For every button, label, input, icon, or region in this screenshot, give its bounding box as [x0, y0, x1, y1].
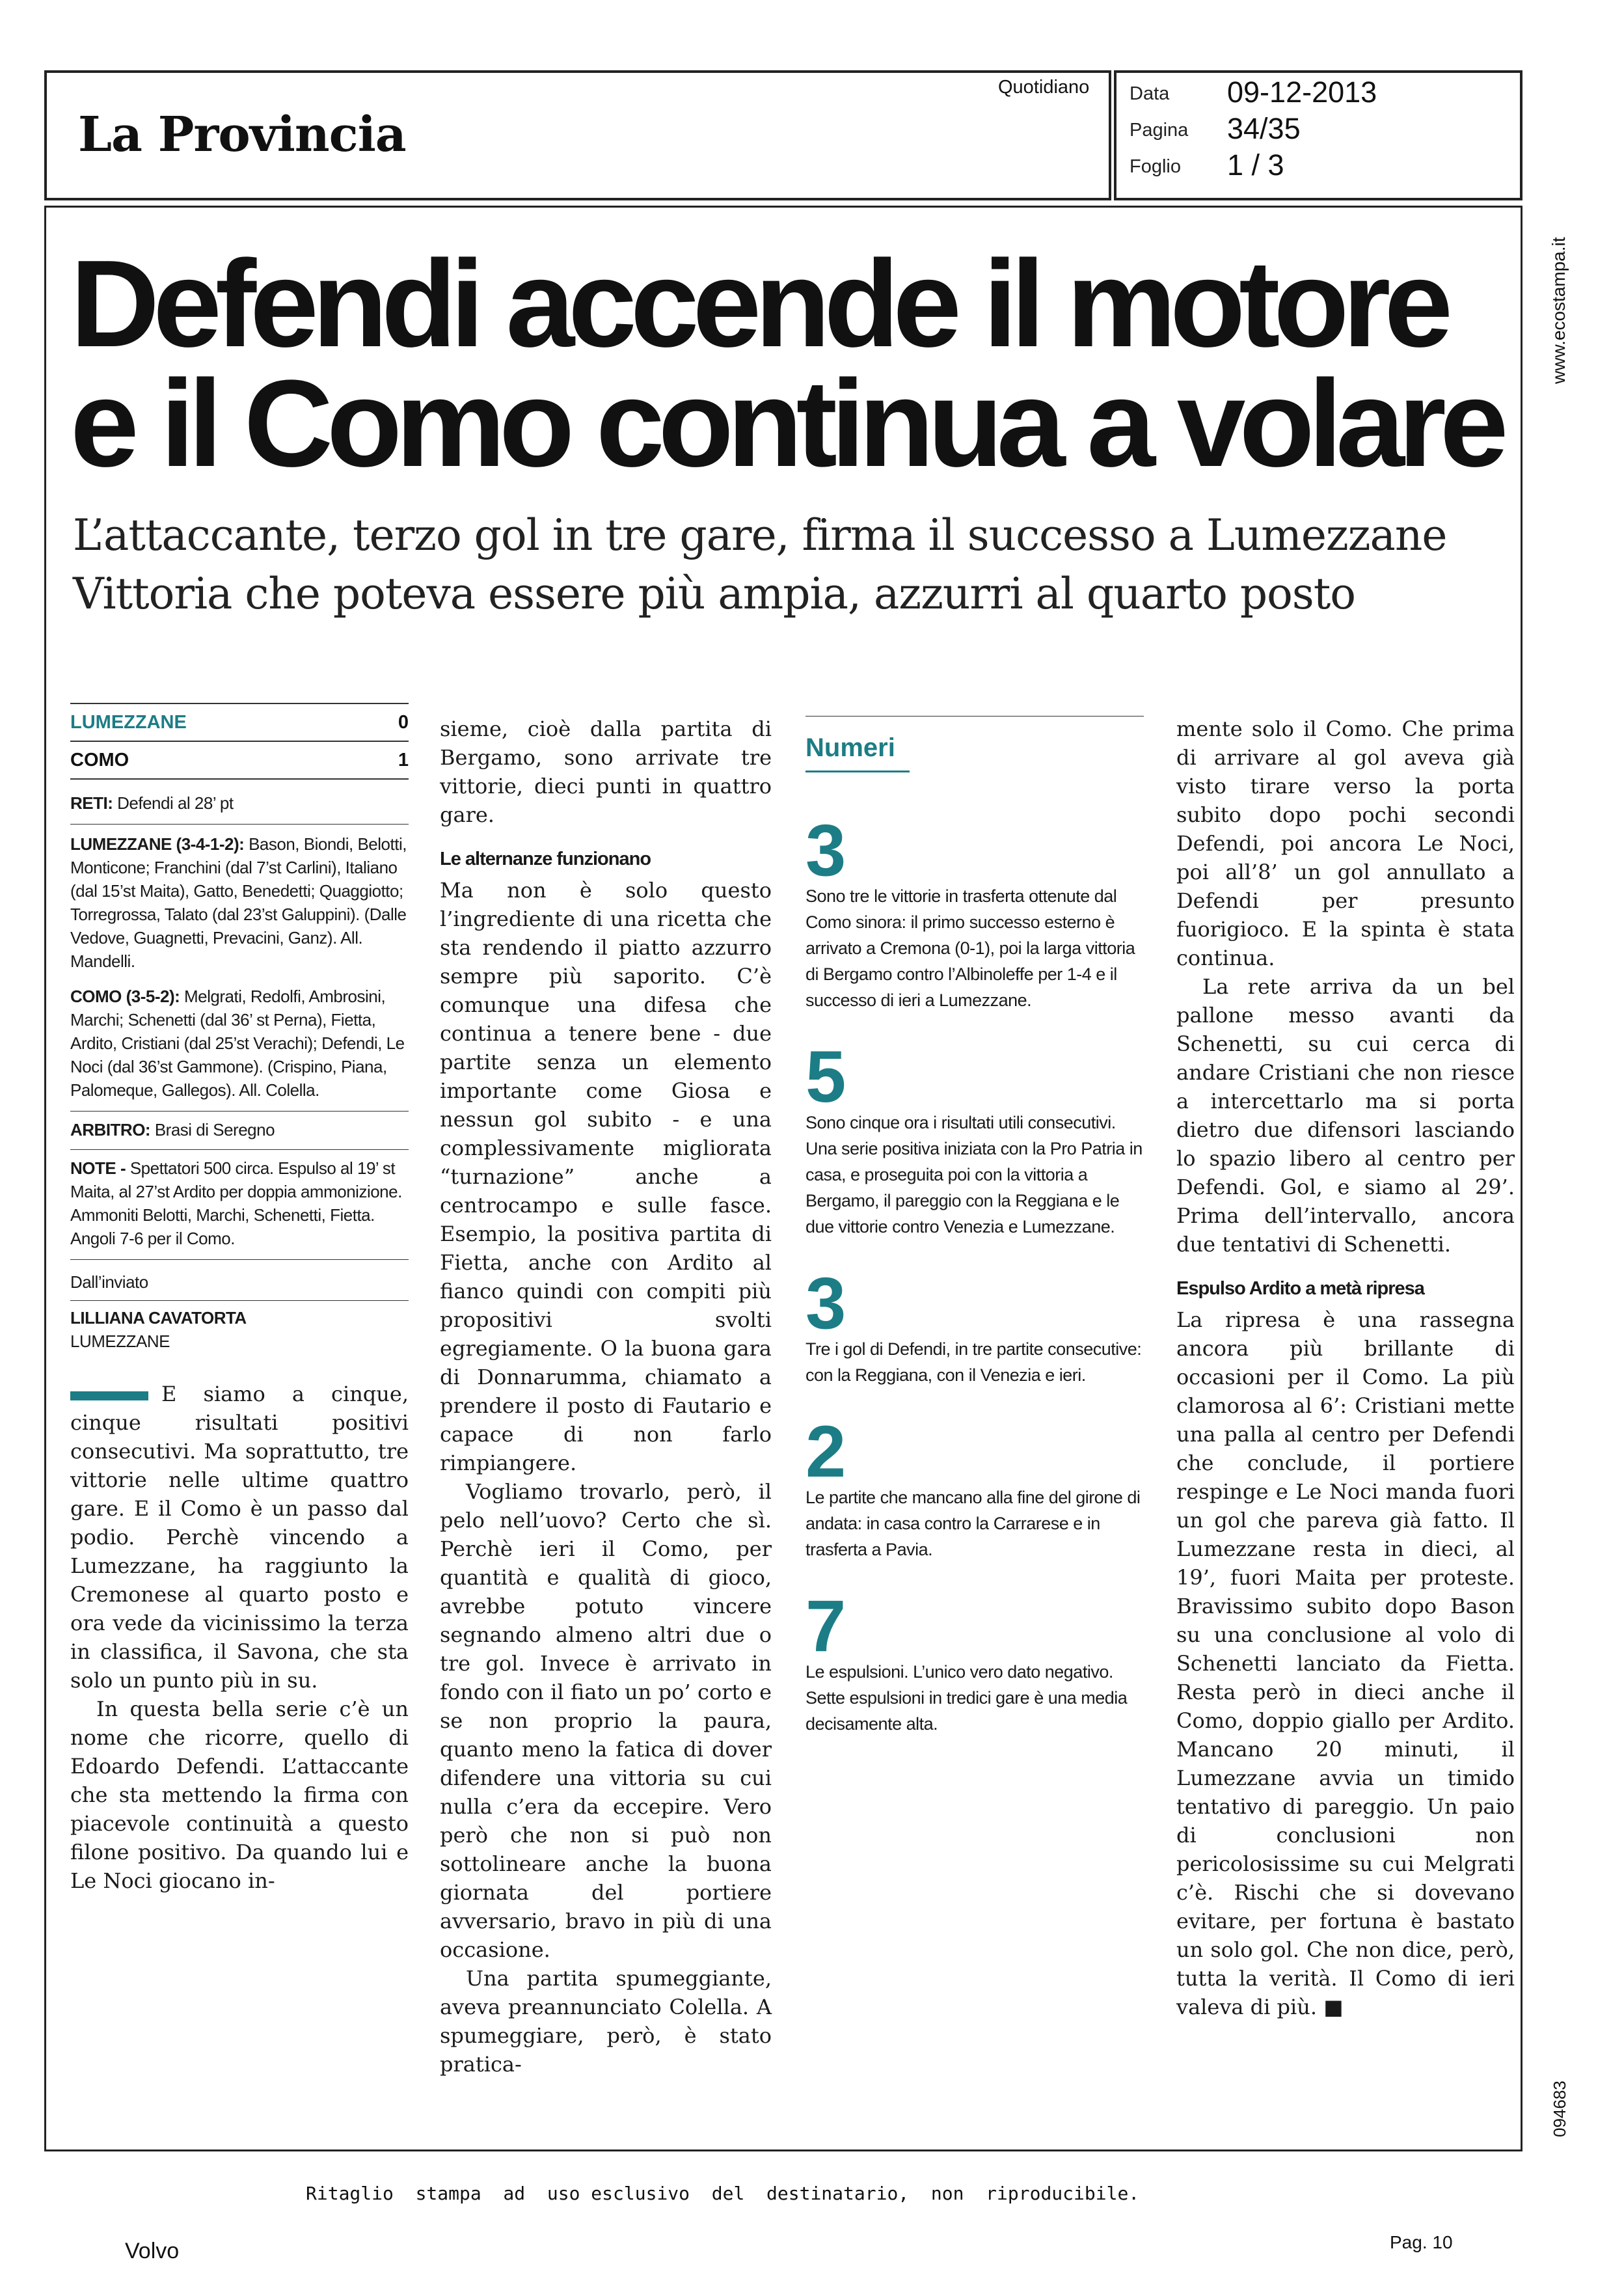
- data-label: Data: [1130, 83, 1170, 104]
- numeri-box: [805, 716, 1144, 1737]
- article-col4-para1: mente solo il Como. Che prima di arrivare al gol aveva già visto tirare verso la porta subito dopo pochi secondi Defendi, poi ancora Le Noci, poi all’8’ un gol annullato a Defendi per presunto fuorigioco. E la spinta è stata continua.: [1176, 716, 1515, 970]
- article-col2-para3: Vogliamo trovarlo, però, il pelo nell’uovo? Certo che sì. Perchè ieri il Como, per quantità e qualità di gioco, avrebbe potuto vincere segnando almeno altri due o tre gol. Invece è arrivato in fondo con il fiato un po’ corto e se non proprio la paura, quanto meno la fatica di dover difendere una vittoria su cui nulla c’era da eccepire. Vero però che non si può non sottolineare anche la buona giornata del portiere avversario, bravo in più di una occasione.: [440, 1479, 772, 1962]
- numeri-item: [805, 1585, 1144, 1737]
- numeri-item: [805, 1262, 1144, 1388]
- team1-score: 0: [398, 711, 409, 733]
- subheadline-line-2: Vittoria che poteva essere più ampia, azzurri al quarto posto: [73, 569, 1355, 619]
- byline-place: LUMEZZANE: [70, 1331, 170, 1351]
- foglio-label: Foglio: [1130, 156, 1181, 177]
- article-col2-para4: Una partita spumeggiante, aveva preannunciato Colella. A spumeggiare, però, è stato pratica-: [440, 1966, 772, 2077]
- numeri-title-underline: [805, 771, 910, 772]
- numeri-item-number: 3: [805, 810, 846, 891]
- numeri-item-number: 7: [805, 1585, 846, 1667]
- arbitro-line: [70, 1118, 409, 1141]
- numeri-item-number: 3: [805, 1262, 846, 1344]
- reti-line: [70, 791, 409, 815]
- copyright-notice: Ritaglio stampa ad uso esclusivo del destinatario, non riproducibile.: [306, 2183, 1140, 2204]
- newspaper-logo: La Provincia: [78, 107, 406, 163]
- data-value: 09-12-2013: [1227, 75, 1377, 109]
- note-line: [70, 1156, 409, 1250]
- lumezzane-lineup: [70, 832, 409, 973]
- article-col1-para2: In questa bella serie c’è un nome che ricorre, quello di Edoardo Defendi. L’attaccante che sta mettendo la firma con piacevole continuità a questo filone positivo. Da quando lui e Le Noci giocano in-: [70, 1697, 409, 1893]
- pagina-label: Pagina: [1130, 120, 1189, 141]
- pagina-value: 34/35: [1227, 112, 1301, 145]
- numeri-item-text: Sono tre le vittorie in trasferta ottenute dal Como sinora: il primo successo esterno è arrivato a Cremona (0-1), poi la larga vittoria di Bergamo contro l’Albinoleffe per 1-4 e il successo di ieri a Lumezzane.: [805, 886, 1135, 1010]
- team1-name: LUMEZZANE: [70, 711, 187, 733]
- como-rule: [70, 1111, 409, 1112]
- numeri-title: Numeri: [805, 733, 895, 762]
- note-label: NOTE -: [70, 1158, 126, 1178]
- como-lineup-label: COMO (3-5-2):: [70, 987, 180, 1006]
- como-lineup-text: Melgrati, Redolfi, Ambrosini, Marchi; Schenetti (dal 36’ st Perna), Fietta, Ardito, Cristiani (dal 25’st Verachi); Defendi, Le Noci (dal 36’st Gammone). (Crispino, Piana, Palomeque, Gallegos). All. Colella.: [70, 987, 405, 1100]
- article-col2-para2: Ma non è solo questo l’ingrediente di una ricetta che sta rendendo il piatto azzurro sempre più saporito. C’è comunque una difesa che continua a tenere bene - due partite senza un elemento importante come Giosa e nessun gol subito - e una complessivamente migliorata “turnazione” anche a centrocampo e sulle fasce. Esempio, la positiva partita di Fietta, anche con Ardito al fianco quindi con compiti più propositivi svolti egregiamente. O la buona gara di Donnarumma, chiamato a prendere il posto di Fautario e capace di non farlo rimpiangere.: [440, 878, 772, 1475]
- numeri-item-text: Sono cinque ora i risultati utili consecutivi. Una serie positiva iniziata con la Pro Patria in casa, e proseguita poi con la vittoria a Bergamo, il pareggio con la Reggiana e le due vittorie contro Venezia e Lumezzane.: [805, 1113, 1143, 1236]
- headline-line-1: Defendi accende il motore: [70, 235, 1447, 373]
- subheadline-line-1: L’attaccante, terzo gol in tre gare, firma il successo a Lumezzane: [73, 510, 1447, 560]
- arbitro-text: Brasi di Seregno: [154, 1120, 275, 1140]
- article-column-4: [1176, 715, 1515, 2021]
- numeri-item: [805, 1411, 1144, 1563]
- byline-dateline: Dall’inviato: [70, 1272, 148, 1292]
- article-col4-para3: La ripresa è una rassegna ancora più brillante di occasioni per il Como. La più clamorosa al 6’: Cristiani mette una palla al centro per Defendi che conclude, il portiere respinge e Le Noci manda fuori un gol che pareva già fatto. Il Lumezzane resta in dieci, al 19’, fuori Maita per proteste. Bravissimo subito dopo Bason su una conclusione al volo di Schenetti lanciato da Fietta. Resta però in dieci anche il Como, doppio giallo per Ardito. Mancano 20 minuti, il Lumezzane avvia un timido tentativo di pareggio. Un paio di conclusioni non pericolosissime su cui Melgrati c’è. Rischi che si dovevano evitare, per fortuna è bastato un solo gol. Che non dice, però, tutta la verità. Il Como di ieri valeva di più. ■: [1176, 1307, 1515, 2019]
- foglio-value: 1 / 3: [1227, 148, 1284, 182]
- numeri-item-number: 5: [805, 1036, 846, 1117]
- publication-type: Quotidiano: [998, 77, 1090, 98]
- numeri-item: [805, 1036, 1144, 1240]
- team2-score: 1: [398, 749, 409, 771]
- website-vertical: www.ecostampa.it: [1549, 237, 1569, 384]
- reti-rule: [70, 824, 409, 825]
- team2-name: COMO: [70, 749, 129, 771]
- scoreboard: [70, 703, 409, 1353]
- reti-text: Defendi al 28’ pt: [117, 793, 234, 813]
- headline-line-2: e il Como continua a volare: [70, 355, 1502, 493]
- reti-label: RETI:: [70, 793, 113, 813]
- arbitro-label: ARBITRO:: [70, 1120, 151, 1140]
- numeri-item-text: Tre i gol di Defendi, in tre partite consecutive: con la Reggiana, con il Venezia e ieri.: [805, 1339, 1142, 1385]
- article-column-2: [440, 715, 772, 2079]
- lumezzane-lineup-text: Bason, Biondi, Belotti, Monticone; Franchini (dal 7’st Carlini), Italiano (dal 15’st Maita), Gatto, Benedetti; Quaggiotto; Torregrossa, Talato (dal 23’st Galuppini). (Dalle Vedove, Guagnetti, Prevacini, Ganz). All. Mandelli.: [70, 834, 407, 971]
- lumezzane-lineup-label: LUMEZZANE (3-4-1-2):: [70, 834, 245, 854]
- article-col4-subheading: Espulso Ardito a metà ripresa: [1176, 1278, 1424, 1299]
- code-vertical: 094683: [1550, 2081, 1569, 2137]
- teal-lead-bar: [70, 1391, 148, 1400]
- arbitro-rule: [70, 1149, 409, 1150]
- article-col4-para2: La rete arriva da un bel pallone messo avanti da Schenetti, su cui cerca di andare Cristiani che non riesce a intercettarlo ma si porta dietro due difensori lasciando lo spazio libero al centro per Defendi. Gol, e siamo al 29’. Prima dell’intervallo, ancora due tentativi di Schenetti.: [1176, 974, 1515, 1257]
- article-col2-para1: sieme, cioè dalla partita di Bergamo, sono arrivate tre vittorie, dieci punti in quattro gare.: [440, 716, 772, 827]
- numeri-item-text: Le espulsioni. L’unico vero dato negativo. Sette espulsioni in tredici gare è una media decisamente alta.: [805, 1662, 1128, 1734]
- article-col2-subheading: Le alternanze funzionano: [440, 849, 651, 869]
- numeri-item-number: 2: [805, 1411, 846, 1492]
- score-row-lumezzane: [70, 704, 409, 741]
- numeri-item: [805, 810, 1144, 1013]
- footer-page-number: Pag. 10: [1390, 2232, 1453, 2252]
- article-col1-para1: [70, 1380, 409, 1695]
- score-bottom-rule: [70, 778, 409, 780]
- como-lineup: [70, 985, 409, 1102]
- score-row-como: [70, 742, 409, 778]
- byline-rule: [70, 1300, 409, 1301]
- article-column-1: [70, 1380, 409, 1895]
- byline-author: LILLIANA CAVATORTA: [70, 1308, 247, 1328]
- article-col1-para1-text: E siamo a cinque, cinque risultati positivi consecutivi. Ma soprattutto, tre vittorie nelle ultime quattro gare. E il Como è un passo dal podio. Perchè vincendo a Lumezzane, ha raggiunto la Cremonese al quarto posto e ora vede da vicinissimo la terza in classifica, il Savona, che sta solo un punto più in su.: [70, 1382, 409, 1693]
- numeri-item-text: Le partite che mancano alla fine del girone di andata: in casa contro la Carrarese e in trasferta a Pavia.: [805, 1488, 1141, 1559]
- note-rule: [70, 1259, 409, 1260]
- note-text: Spettatori 500 circa. Espulso al 19’ st Maita, al 27’st Ardito per doppia ammonizione. Ammoniti Belotti, Marchi, Schenetti, Fietta. Angoli 7-6 per il Como.: [70, 1158, 402, 1248]
- footer-left-label: Volvo: [125, 2239, 180, 2263]
